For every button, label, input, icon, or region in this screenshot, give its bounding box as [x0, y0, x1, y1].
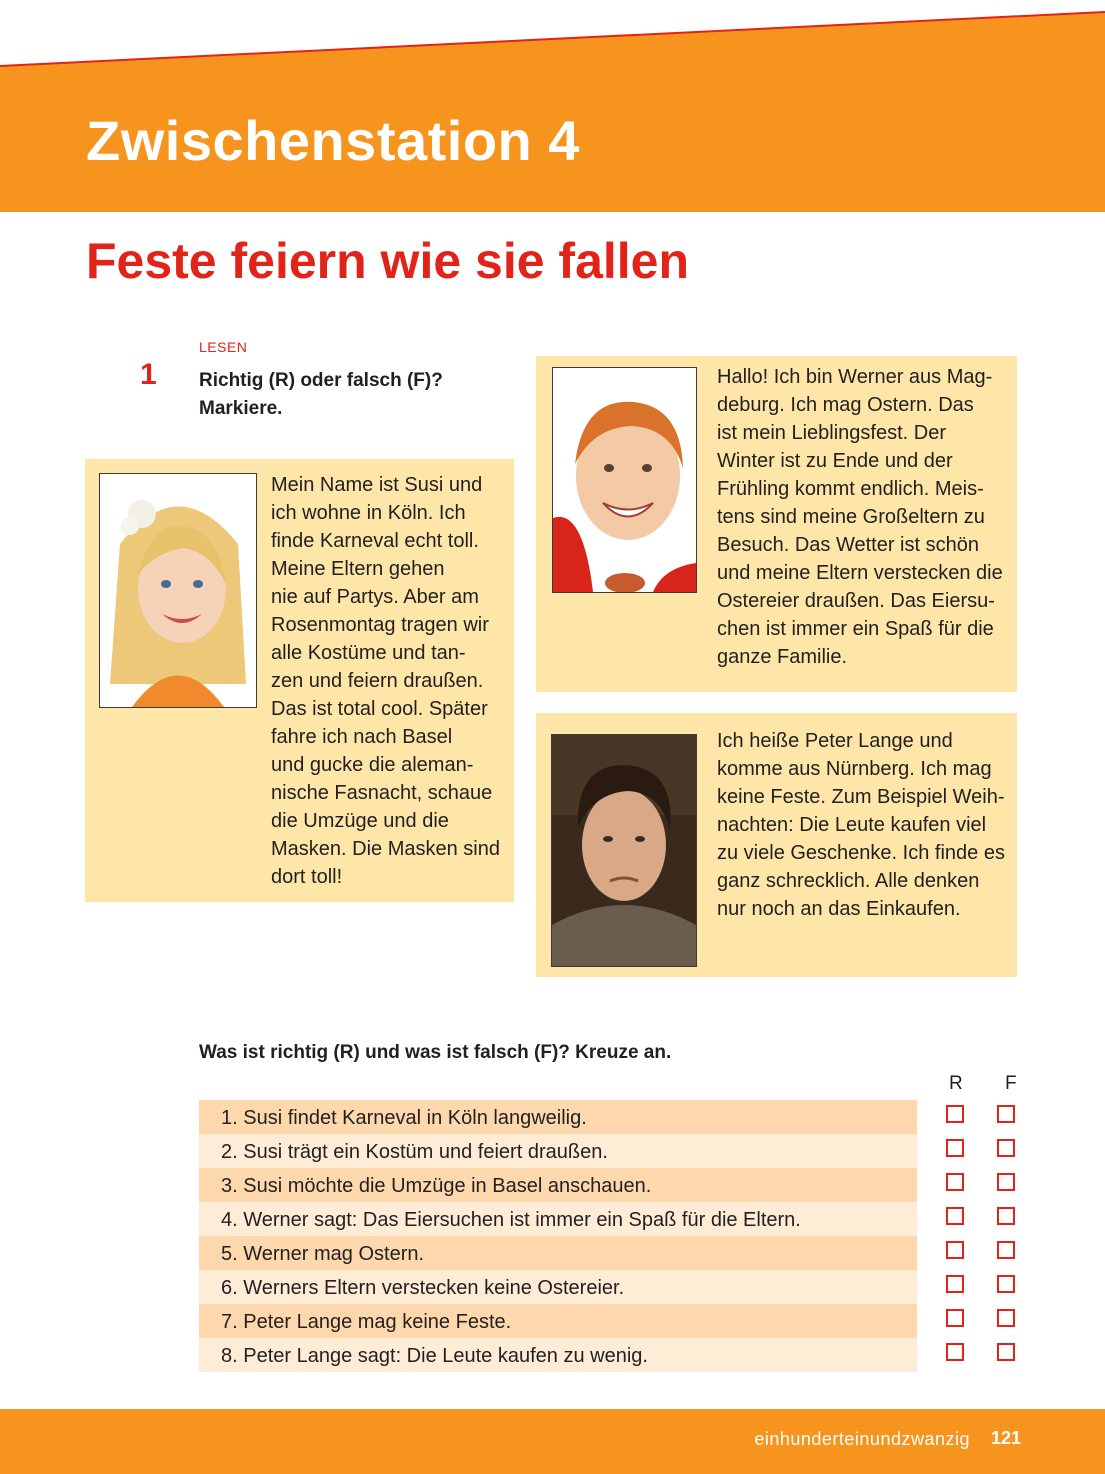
statement-row: 7. Peter Lange mag keine Feste.	[199, 1304, 917, 1338]
checkbox-r-5[interactable]	[946, 1241, 964, 1259]
chapter-title: Zwischenstation 4	[86, 109, 580, 172]
text-line: Ostereier draußen. Das Eiersu-	[717, 590, 995, 612]
checkbox-r-2[interactable]	[946, 1139, 964, 1157]
statement-list	[199, 1100, 917, 1372]
statement-row: 4. Werner sagt: Das Eiersuchen ist immer ein Spaß für die Eltern.	[199, 1202, 917, 1236]
page-title: Feste feiern wie sie fallen	[86, 233, 690, 289]
susi-text	[271, 471, 500, 891]
checkbox-f-6[interactable]	[997, 1275, 1015, 1293]
statement-row: 2. Susi trägt ein Kostüm und feiert draußen.	[199, 1134, 917, 1168]
task-instruction	[199, 367, 499, 423]
text-line: ganz schrecklich. Alle denken	[717, 870, 980, 892]
column-r-label: R	[949, 1073, 963, 1094]
statement-row: 3. Susi möchte die Umzüge in Basel anschauen.	[199, 1168, 917, 1202]
peter-card	[536, 713, 1017, 977]
statement-row: 5. Werner mag Ostern.	[199, 1236, 917, 1270]
statement-row: 6. Werners Eltern verstecken keine Ostereier.	[199, 1270, 917, 1304]
checkbox-r-7[interactable]	[946, 1309, 964, 1327]
checkbox-r-1[interactable]	[946, 1105, 964, 1123]
checkbox-r-4[interactable]	[946, 1207, 964, 1225]
peter-photo	[551, 734, 697, 967]
text-line: und gucke die aleman-	[271, 754, 474, 776]
header-band	[0, 0, 1105, 212]
statement-row: 8. Peter Lange sagt: Die Leute kaufen zu wenig.	[199, 1338, 917, 1372]
checkbox-r-8[interactable]	[946, 1343, 964, 1361]
text-line: zu viele Geschenke. Ich finde es	[717, 842, 1005, 864]
text-line: Frühling kommt endlich. Meis-	[717, 478, 984, 500]
checkbox-f-2[interactable]	[997, 1139, 1015, 1157]
text-line: alle Kostüme und tan-	[271, 642, 466, 664]
text-line: zen und feiern draußen.	[271, 670, 484, 692]
text-line: Meine Eltern gehen	[271, 558, 445, 580]
werner-card	[536, 356, 1017, 692]
text-line: ist mein Lieblingsfest. Der	[717, 422, 946, 444]
text-line: ganze Familie.	[717, 646, 848, 668]
checkbox-f-1[interactable]	[997, 1105, 1015, 1123]
text-line: Masken. Die Masken sind	[271, 838, 500, 860]
text-line: finde Karneval echt toll.	[271, 530, 479, 552]
peter-text	[717, 727, 1005, 923]
text-line: Ich heiße Peter Lange und	[717, 730, 953, 752]
instruction-line: Markiere.	[199, 398, 283, 419]
text-line: fahre ich nach Basel	[271, 726, 453, 748]
task-number: 1	[140, 358, 157, 391]
checkbox-f-7[interactable]	[997, 1309, 1015, 1327]
text-line: ich wohne in Köln. Ich	[271, 502, 466, 524]
text-line: Mein Name ist Susi und	[271, 474, 483, 496]
column-f-label: F	[1005, 1073, 1017, 1094]
text-line: nie auf Partys. Aber am	[271, 586, 479, 608]
header-background	[0, 0, 1105, 212]
section-tag: LESEN	[199, 339, 248, 355]
text-line: tens sind meine Großeltern zu	[717, 506, 985, 528]
text-line: nur noch an das Einkaufen.	[717, 898, 961, 920]
text-line: keine Feste. Zum Beispiel Weih-	[717, 786, 1005, 808]
checkbox-f-5[interactable]	[997, 1241, 1015, 1259]
text-line: nische Fasnacht, schaue	[271, 782, 493, 804]
text-line: Besuch. Das Wetter ist schön	[717, 534, 979, 556]
text-line: Winter ist zu Ende und der	[717, 450, 953, 472]
footer-band	[0, 1409, 1105, 1474]
text-line: nachten: Die Leute kaufen viel	[717, 814, 987, 836]
text-line: komme aus Nürnberg. Ich mag	[717, 758, 992, 780]
checkbox-f-8[interactable]	[997, 1343, 1015, 1361]
susi-card	[85, 459, 514, 902]
text-line: die Umzüge und die	[271, 810, 449, 832]
checkbox-r-6[interactable]	[946, 1275, 964, 1293]
susi-photo	[99, 473, 257, 708]
page-number-word: einhunderteinundzwanzig	[754, 1429, 970, 1449]
text-line: Hallo! Ich bin Werner aus Mag-	[717, 366, 993, 388]
werner-photo	[552, 367, 697, 593]
question-heading: Was ist richtig (R) und was ist falsch (F)? Kreuze an.	[199, 1042, 672, 1063]
text-line: deburg. Ich mag Ostern. Das	[717, 394, 974, 416]
text-line: Rosenmontag tragen wir	[271, 614, 489, 636]
page-number: 121	[990, 1428, 1021, 1448]
text-line: chen ist immer ein Spaß für die	[717, 618, 994, 640]
text-line: dort toll!	[271, 866, 343, 888]
checkbox-r-3[interactable]	[946, 1173, 964, 1191]
werner-text	[717, 363, 1003, 671]
checkbox-f-4[interactable]	[997, 1207, 1015, 1225]
statement-row: 1. Susi findet Karneval in Köln langweilig.	[199, 1100, 917, 1134]
checkbox-f-3[interactable]	[997, 1173, 1015, 1191]
text-line: und meine Eltern verstecken die	[717, 562, 1003, 584]
instruction-line: Richtig (R) oder falsch (F)?	[199, 370, 443, 391]
text-line: Das ist total cool. Später	[271, 698, 488, 720]
